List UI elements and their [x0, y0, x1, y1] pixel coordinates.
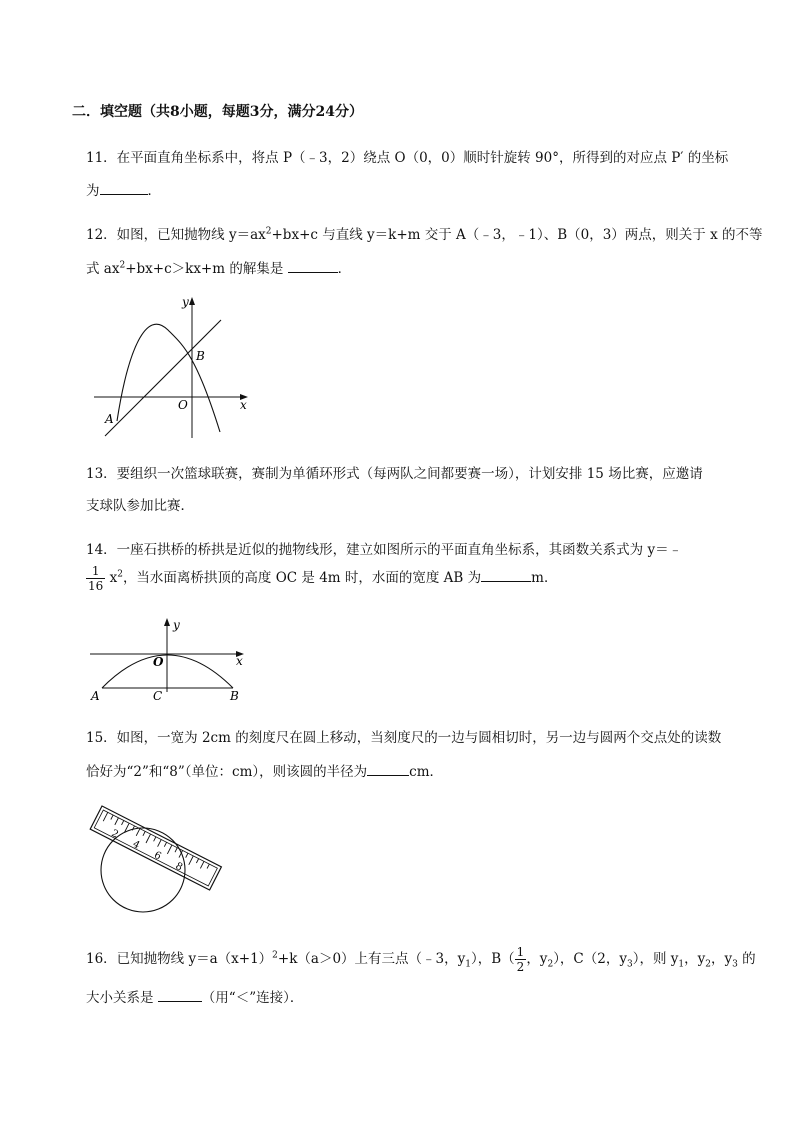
q12-suffix: ． [337, 261, 352, 277]
q12-figure [88, 290, 258, 445]
q15-ruler-ticks [103, 812, 209, 873]
q16-frac-num: 1 [516, 945, 525, 959]
q15-figure [88, 796, 238, 918]
q12-y-arrow-icon [189, 297, 195, 305]
q14-origin-label: O [153, 655, 164, 669]
q14-suffix: m． [531, 570, 558, 586]
q12-line [105, 320, 221, 436]
q11-line2 [86, 180, 161, 200]
q12-x-label: x [240, 398, 247, 412]
q15-tick-4: 4 [130, 838, 142, 852]
q16-text-pre: 大小关系是 [86, 990, 154, 1006]
q16-text-g: ，y [684, 951, 706, 967]
q14-point-a-label: A [91, 689, 100, 703]
q14-line1: 14．一座石拱桥的桥拱是近似的抛物线形，建立如图所示的平面直角坐标系，其函数关系式为 y＝﹣ [86, 542, 683, 558]
q16-line2 [86, 987, 303, 1007]
q15-line1: 15．如图，一宽为 2cm 的刻度尺在圆上移动，当刻度尺的一边与圆相切时，另一边与圆两个交点处的读数 [86, 730, 722, 746]
q12-sup2: 2 [119, 260, 126, 271]
q14-answer-blank[interactable] [481, 567, 531, 582]
q12-point-a-label: A [105, 412, 114, 426]
q11-suffix: ． [147, 183, 161, 199]
q16-text-d: ，y [526, 951, 548, 967]
q16-sub-y3: 3 [732, 959, 738, 970]
q14-line2 [86, 564, 557, 593]
q15-tick-6: 6 [152, 849, 163, 863]
q15-tick-2: 2 [109, 828, 121, 841]
q16-text-b: +k（a＞0）上有三点（﹣3，y [277, 951, 466, 967]
q14-sup: 2 [117, 569, 123, 580]
q12-answer-blank[interactable] [288, 258, 338, 273]
q12-text-d: +bx+c＞kx+m 的解集是 [125, 261, 284, 277]
q15-line2 [86, 761, 443, 781]
q16-fraction [515, 945, 527, 974]
q12-text-a: 12．如图，已知抛物线 y＝ax [86, 227, 266, 243]
q14-point-c-label: C [153, 689, 163, 703]
q16-sup: 2 [272, 950, 278, 961]
q11-line1: 11．在平面直角坐标系中，将点 P（﹣3，2）绕点 O（0，0）顺时针旋转 90°，所得到的对应点 P′ 的坐标 [86, 150, 729, 166]
q16-text-e: ），C（2，y [553, 951, 627, 967]
q14-x: x [109, 570, 118, 586]
q12-text-b: +bx+c 与直线 y＝k+m 交于 A（﹣3，﹣1）、B（0，3）两点，则关于 x 的不等 [271, 227, 763, 243]
q16-line1 [86, 945, 756, 974]
q14-figure [88, 614, 258, 706]
q15-tick-8: 8 [173, 860, 185, 874]
q14-fraction [86, 564, 105, 593]
q16-text-h: ，y [711, 951, 733, 967]
q14-y-arrow-icon [164, 618, 170, 626]
q16-text-i: 的 [737, 951, 756, 967]
q12-point-b-label: B [196, 349, 205, 363]
q15-ruler-body [90, 806, 221, 890]
q15-ruler [90, 806, 221, 890]
q16-text-f: ），则 y [632, 951, 679, 967]
q14-frac-num: 1 [86, 564, 105, 579]
q15-suffix: cm． [409, 764, 444, 780]
q12-text-c: 式 ax [86, 261, 120, 277]
q14-point-b-label: B [230, 689, 239, 703]
q14-y-label: y [173, 618, 180, 632]
q12-origin-label: O [178, 398, 188, 412]
q15-ruler-inner [94, 810, 217, 886]
q16-text-a: 16．已知抛物线 y＝a（x+1） [86, 951, 273, 967]
q16-text-c: ），B（ [471, 951, 515, 967]
q14-x-label: x [236, 654, 243, 668]
q11-prefix: 为 [86, 183, 100, 199]
q16-sub-y1: 1 [678, 959, 685, 970]
q15-answer-blank[interactable] [367, 761, 409, 776]
q12-line2 [86, 258, 351, 278]
q11-answer-blank[interactable] [100, 180, 148, 195]
q13-line1: 13．要组织一次篮球联赛，赛制为单循环形式（每两队之间都要赛一场），计划安排 15 场比赛，应邀请 [86, 466, 703, 482]
q14-text-b: ，当水面离桥拱顶的高度 OC 是 4m 时，水面的宽度 AB 为 [122, 570, 482, 586]
q16-sub-y2: 2 [705, 959, 711, 970]
q16-sub-3: 3 [626, 959, 633, 970]
q15-text: 恰好为“2”和“8”（单位：cm），则该圆的半径为 [86, 764, 368, 780]
q16-frac-den: 2 [516, 960, 525, 974]
q16-answer-blank[interactable] [158, 987, 202, 1002]
section-title: 二．填空题（共8小题，每题3分，满分24分） [72, 104, 363, 120]
q12-parabola [117, 324, 220, 432]
q14-frac-den: 16 [88, 579, 104, 593]
q12-y-label: y [182, 295, 189, 309]
q16-sub-1: 1 [465, 959, 471, 970]
q12-line1 [86, 226, 763, 244]
q16-suffix: （用“＜”连接）． [201, 990, 304, 1006]
q16-sub-2: 2 [547, 959, 554, 970]
q13-line2: 支球队参加比赛． [86, 498, 194, 514]
q12-sup: 2 [265, 226, 272, 237]
